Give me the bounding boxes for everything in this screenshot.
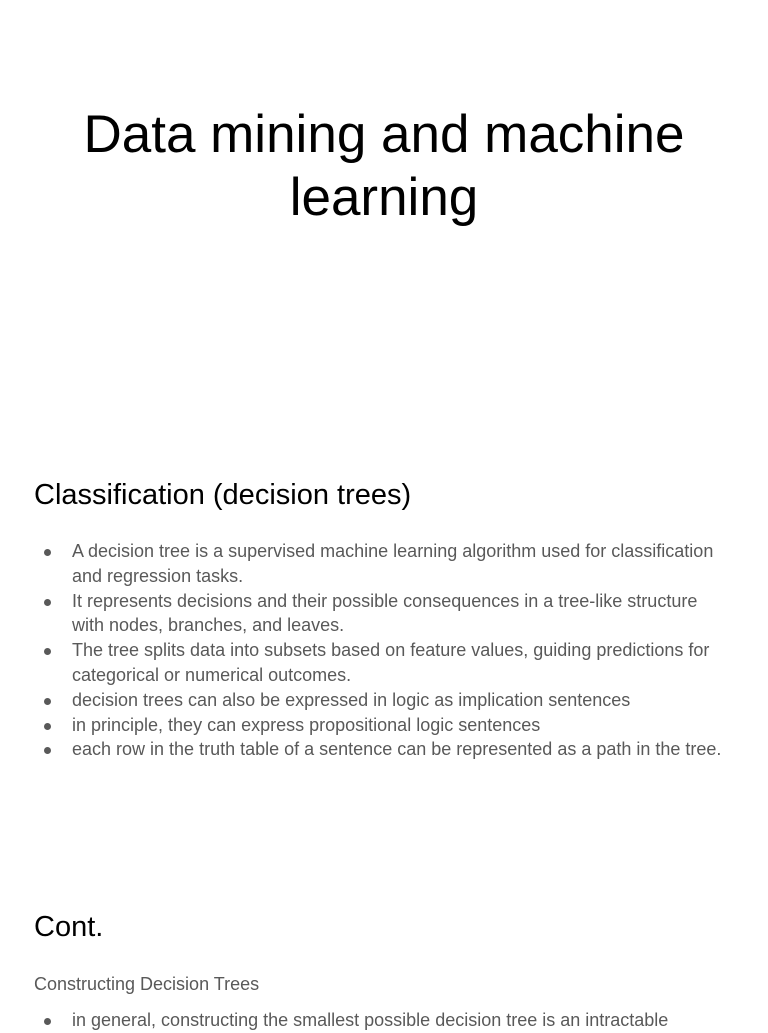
list-item <box>34 713 734 738</box>
bullet-icon <box>44 648 51 655</box>
bullet-text: It represents decisions and their possible consequences in a tree-like structure with nodes, branches, and leaves. <box>72 590 698 636</box>
classification-heading: Classification (decision trees) <box>34 479 412 511</box>
bullet-icon <box>44 698 51 705</box>
list-item <box>34 638 734 688</box>
classification-bullet-list <box>34 539 734 762</box>
bullet-text: A decision tree is a supervised machine learning algorithm used for classification and regression tasks. <box>72 541 714 586</box>
cont-subheading: Constructing Decision Trees <box>34 974 260 994</box>
list-item <box>34 1008 734 1033</box>
title-slide <box>0 103 768 229</box>
bullet-icon <box>44 747 51 754</box>
bullet-text: each row in the truth table of a sentence can be represented as a path in the tree. <box>72 739 722 760</box>
bullet-text: The tree splits data into subsets based on feature values, guiding predictions for categorical or numerical outcomes. <box>72 640 710 685</box>
page-title: Data mining and machine learning <box>83 105 685 227</box>
list-item <box>34 539 734 589</box>
list-item <box>34 589 734 639</box>
list-item <box>34 688 734 713</box>
bullet-icon <box>44 599 51 606</box>
cont-bullet-list <box>34 1008 734 1033</box>
bullet-text: in general, constructing the smallest possible decision tree is an intractable <box>72 1010 669 1030</box>
bullet-text: in principle, they can express propositional logic sentences <box>72 714 541 735</box>
bullet-icon <box>44 549 51 556</box>
bullet-text: decision trees can also be expressed in logic as implication sentences <box>72 689 631 710</box>
cont-heading: Cont. <box>34 911 104 943</box>
bullet-icon <box>44 723 51 730</box>
list-item <box>34 737 734 762</box>
